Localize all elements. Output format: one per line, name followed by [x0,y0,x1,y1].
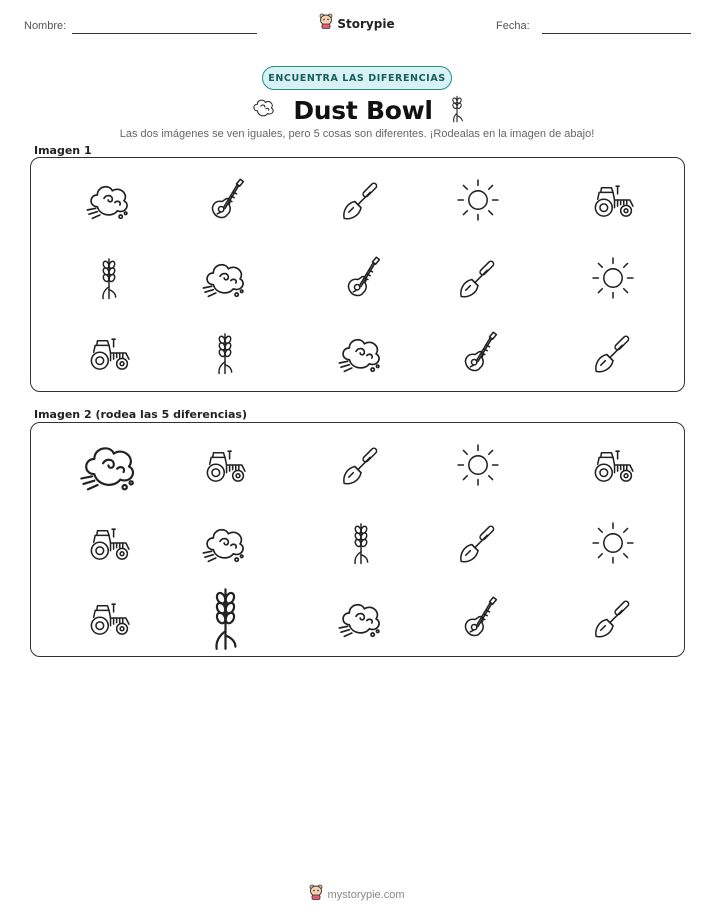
guitar-icon [455,330,501,376]
guitar-icon [338,255,384,301]
wheat-icon[interactable] [209,585,242,651]
image-1-panel [30,157,685,392]
guitar-icon [202,177,248,223]
guitar-icon[interactable] [455,595,501,641]
tractor-icon [86,330,132,376]
dust-cloud-icon [200,253,250,303]
page-title: Dust Bowl [293,96,433,125]
dust-cloud-icon [84,175,134,225]
brand-name: Storypie [337,16,395,31]
title-row [0,92,714,129]
sun-icon[interactable] [590,520,636,566]
dust-cloud-icon[interactable] [336,593,386,643]
trowel-icon[interactable] [338,442,384,488]
trowel-icon[interactable] [455,520,501,566]
brand-logo [0,13,714,34]
trowel-icon[interactable] [590,595,636,641]
wheat-icon [98,256,120,300]
activity-badge [262,66,452,90]
date-line[interactable] [542,33,691,34]
wheat-icon [449,92,465,129]
dust-cloud-icon[interactable] [77,433,142,498]
tractor-icon[interactable] [86,595,132,641]
sun-icon[interactable] [455,442,501,488]
image-2-panel[interactable] [30,422,685,657]
storypie-logo-icon [309,884,323,905]
trowel-icon [455,255,501,301]
panel-2-label: Imagen 2 (rodea las 5 diferencias) [34,408,248,421]
tractor-icon[interactable] [86,520,132,566]
wheat-icon[interactable] [350,521,372,565]
name-label: Nombre: [24,20,67,32]
sun-icon [590,255,636,301]
sun-icon [455,177,501,223]
badge-text: ENCUENTRA LAS DIFERENCIAS [268,72,446,84]
storypie-logo-icon [319,13,333,34]
trowel-icon [338,177,384,223]
dust-cloud-icon [336,328,386,378]
tractor-icon [590,177,636,223]
tractor-icon[interactable] [590,442,636,488]
panel-1-label: Imagen 1 [34,144,92,157]
tractor-icon[interactable] [202,442,248,488]
footer-site: mystorypie.com [327,888,405,901]
footer [0,884,714,905]
wheat-icon [214,331,236,375]
dust-cloud-icon [249,94,277,127]
date-label: Fecha: [496,20,530,32]
trowel-icon [590,330,636,376]
dust-cloud-icon[interactable] [200,518,250,568]
instructions: Las dos imágenes se ven iguales, pero 5 cosas son diferentes. ¡Rodealas en la imagen de abajo! [119,128,595,140]
